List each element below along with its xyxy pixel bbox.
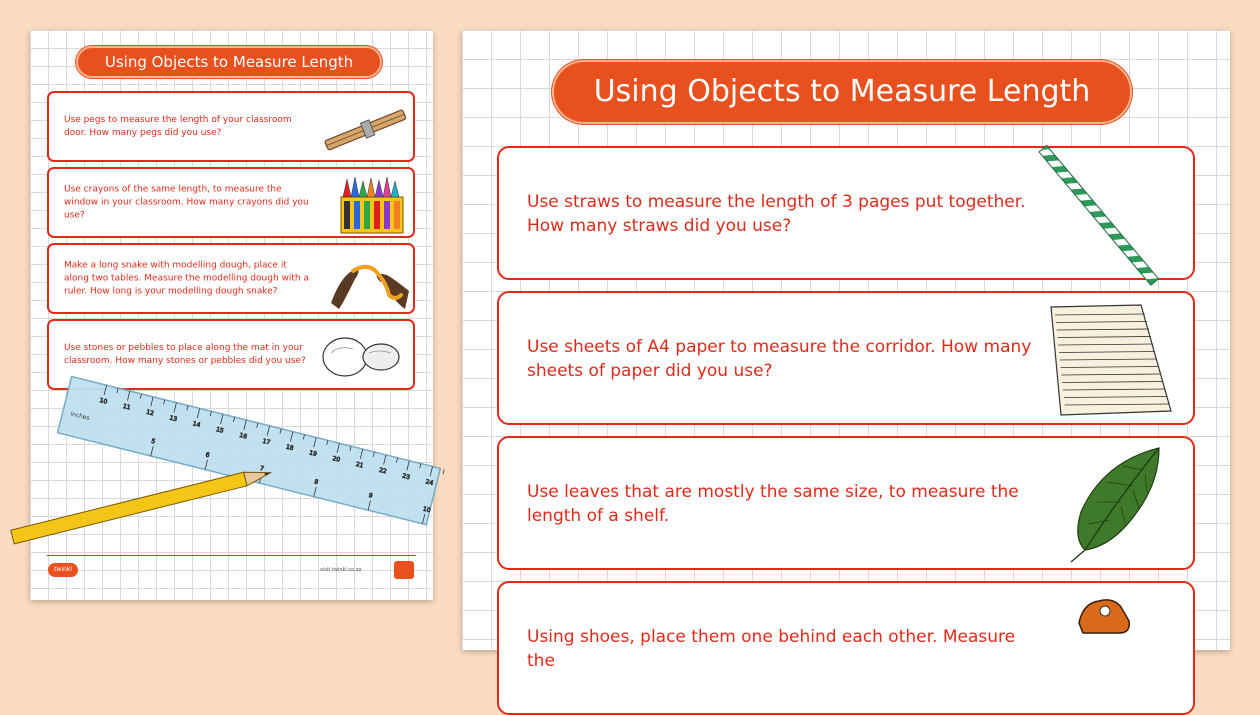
ruler-cm-label: 11	[122, 402, 132, 412]
pebbles-icon	[319, 331, 403, 381]
ruler-inch-label: 6	[204, 451, 211, 460]
ruler-cm-label: 21	[354, 460, 365, 470]
activity-card	[497, 581, 1195, 715]
ruler-cm-label: 23	[401, 472, 411, 482]
straw-icon	[1033, 154, 1163, 278]
ruler-inch-label: 8	[313, 478, 319, 487]
activity-text: Use stones or pebbles to place along the mat in your classroom. How many stones or pebbles did you use?	[64, 342, 306, 366]
modelling-dough-hands-icon	[329, 251, 411, 311]
ruler-inch-label: 7	[259, 464, 265, 473]
activity-text: Use crayons of the same length, to measure the window in your classroom. How many crayons did you use?	[64, 184, 309, 220]
worksheet-title: Using Objects to Measure Length	[552, 60, 1132, 124]
activity-text: Make a long snake with modelling dough, place it along two tables. Measure the modelling dough with a ruler. How long is your modelling dough snake?	[64, 260, 309, 296]
ruler-cm-label: 14	[191, 420, 202, 429]
activity-text: Use sheets of A4 paper to measure the corridor. How many sheets of paper did you use?	[527, 337, 1032, 381]
activity-text: Use leaves that are mostly the same size, to measure the length of a shelf.	[527, 482, 1019, 526]
activity-text: Use straws to measure the length of 3 pages put together. How many straws did you use?	[527, 192, 1026, 236]
ruler-cm-label: 17	[261, 437, 271, 447]
ruler-inch-label: 9	[367, 491, 374, 500]
activity-card	[497, 436, 1195, 570]
ruler-cm-label: 19	[308, 449, 318, 458]
twinkl-logo: twinkl	[48, 563, 78, 577]
worksheet-detail	[462, 30, 1230, 671]
ruler-inch-label: 10	[422, 505, 432, 515]
ruler-cm-label: 12	[145, 408, 155, 418]
footer-divider	[47, 555, 416, 556]
footer-url: visit twinkl.co.za	[320, 567, 362, 573]
crayons-icon	[339, 175, 405, 235]
ruler-tick	[443, 469, 444, 474]
worksheet-title: Using Objects to Measure Length	[76, 46, 382, 78]
ruler-cm-label: 15	[215, 426, 225, 435]
leaf-icon	[1063, 442, 1173, 566]
shoe-icon	[1069, 593, 1139, 633]
activity-card	[47, 319, 415, 390]
pencil-icon	[11, 466, 272, 544]
activity-card	[47, 243, 415, 314]
ruler-icon	[58, 376, 441, 524]
activity-card	[47, 167, 415, 238]
twinkl-badge-icon	[394, 561, 414, 579]
peg-icon	[319, 101, 411, 157]
ruler-cm-label: 20	[331, 455, 341, 464]
activity-card	[47, 91, 415, 162]
activity-card	[497, 291, 1195, 425]
ruler-cm-label: 10	[98, 397, 108, 406]
activity-text: Using shoes, place them one behind each other. Measure the	[527, 627, 1016, 671]
activity-text: Use pegs to measure the length of your classroom door. How many pegs did you use?	[64, 114, 292, 138]
ruler-cm-label: 18	[285, 443, 295, 453]
ruler-inches-label: inches	[69, 410, 91, 422]
paper-sheet-icon	[1049, 301, 1179, 419]
ruler-cm-label: 13	[168, 414, 178, 424]
ruler-pencil-illustration	[30, 397, 434, 550]
ruler-cm-label: 22	[378, 466, 388, 476]
ruler-cm-label: 24	[424, 478, 434, 488]
ruler-inch-label: 5	[150, 437, 156, 446]
activity-card	[497, 146, 1195, 280]
worksheet-thumbnail	[30, 30, 433, 600]
ruler-cm-label: 16	[238, 431, 248, 441]
